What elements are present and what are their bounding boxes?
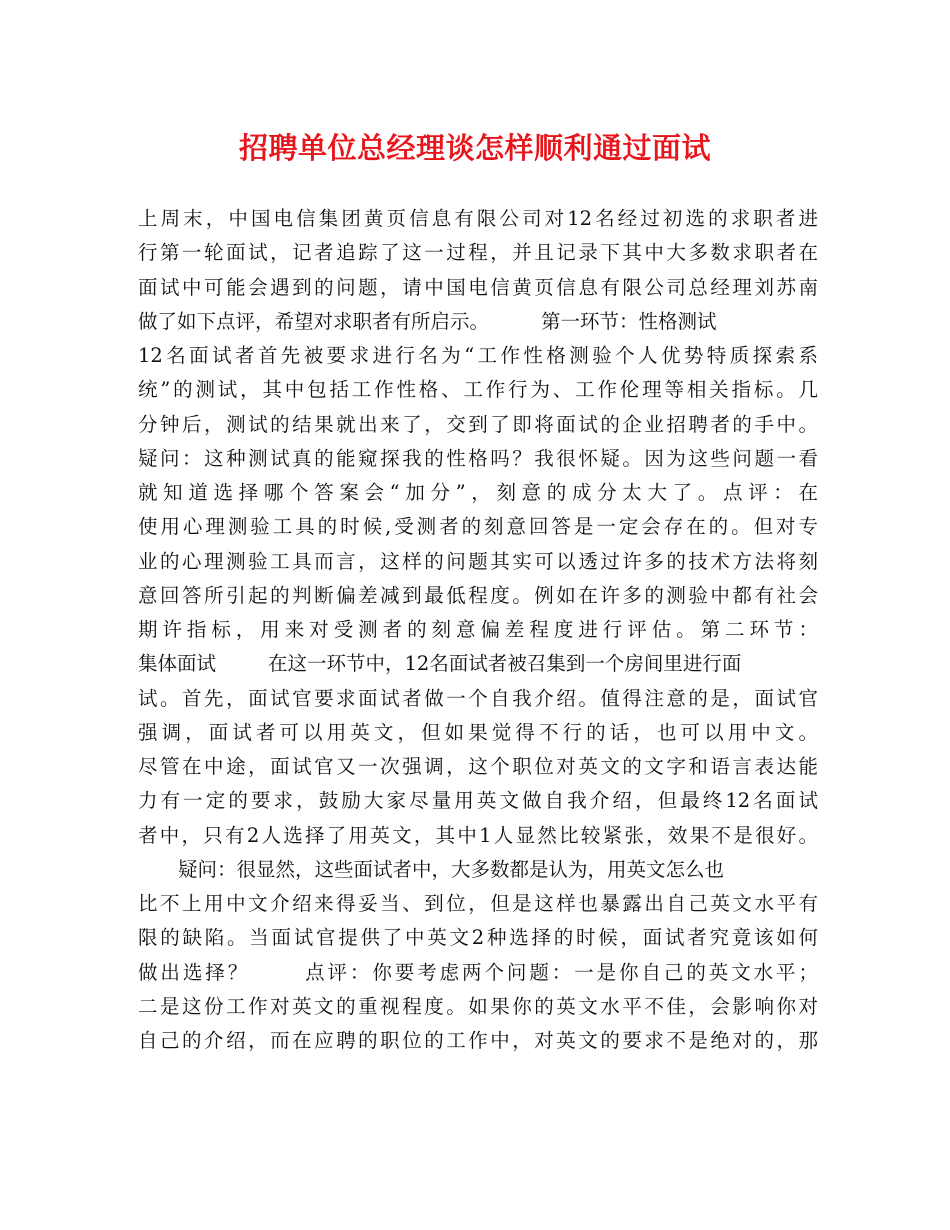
text-line: 试。首先，面试官要求面试者做一个自我介绍。值得注意的是，面试官: [138, 686, 818, 710]
text-line: 行第一轮面试，记者追踪了这一过程，并且记录下其中大多数求职者在: [138, 241, 818, 265]
text-line: 面试中可能会遇到的问题，请中国电信黄页信息有限公司总经理刘苏南: [138, 275, 818, 299]
text-segment: 疑问：很显然，这些面试者中，大多数都是认为，用英文怎么也: [178, 857, 725, 881]
text-line: 使用心理测验工具的时候,受测者的刻意回答是一定会存在的。但对专: [138, 515, 818, 539]
text-line: 者中，只有2人选择了用英文，其中1人显然比较紧张，效果不是很好。: [138, 823, 818, 847]
text-line: 统”的测试，其中包括工作性格、工作行为、工作伦理等相关指标。几: [138, 378, 818, 402]
section-heading: 第二环节：: [700, 618, 818, 641]
text-line: 疑问：这种测试真的能窥探我的性格吗？我很怀疑。因为这些问题一看: [138, 446, 818, 470]
text-line: 比不上用中文介绍来得妥当、到位，但是这样也暴露出自己英文水平有: [138, 892, 818, 915]
text-line: 二是这份工作对英文的重视程度。如果你的英文水平不佳，会影响你对: [138, 994, 818, 1018]
text-line: [138, 647, 818, 681]
text-line: [138, 305, 818, 339]
text-line: 力有一定的要求，鼓励大家尽量用英文做自我介绍，但最终12名面试: [138, 789, 818, 813]
text-segment: 点评：你要考虑两个问题：一是你自己的英文水平；: [302, 960, 818, 984]
text-line: 自己的介绍，而在应聘的职位的工作中，对英文的要求不是绝对的，那: [138, 1029, 818, 1052]
text-line: 强调，面试者可以用英文，但如果觉得不行的话，也可以用中文。: [138, 720, 818, 744]
text-line: 意回答所引起的判断偏差减到最低程度。例如在许多的测验中都有社会: [138, 583, 818, 607]
text-segment: 就知道选择哪个答案会“加分”，刻意的成分太大了。: [138, 481, 723, 504]
text-line: 上周末，中国电信集团黄页信息有限公司对12名经过初选的求职者进: [138, 207, 818, 230]
text-segment: 期许指标，用来对受测者的刻意偏差程度进行评估。: [138, 618, 701, 641]
section-heading: 第一环节：性格测试: [541, 309, 717, 333]
text-line: 限的缺陷。当面试官提供了中英文2种选择的时候，面试者究竟该如何: [138, 926, 818, 950]
text-line: [138, 956, 818, 990]
text-segment: 点评：在: [722, 481, 818, 504]
text-line: [138, 476, 818, 510]
text-line: 分钟后，测试的结果就出来了，交到了即将面试的企业招聘者的手中。: [138, 412, 818, 436]
section-heading: 集体面试: [138, 652, 217, 676]
document-title: 招聘单位总经理谈怎样顺利通过面试: [238, 131, 711, 165]
document-body: [138, 202, 818, 1058]
text-segment: 在这一环节中，12名面试者被召集到一个房间里进行面: [268, 652, 742, 676]
text-line: 尽管在中途，面试官又一次强调，这个职位对英文的文字和语言表达能: [138, 755, 818, 778]
text-line: 业的心理测验工具而言，这样的问题其实可以透过许多的技术方法将刻: [138, 549, 818, 573]
text-segment: 做出选择？: [138, 960, 251, 984]
text-segment: 做了如下点评，希望对求职者有所启示。: [138, 309, 490, 333]
text-line: [138, 613, 818, 647]
text-line: [138, 853, 818, 887]
text-line: 12名面试者首先被要求进行名为“工作性格测验个人优势特质探索系: [138, 344, 818, 367]
